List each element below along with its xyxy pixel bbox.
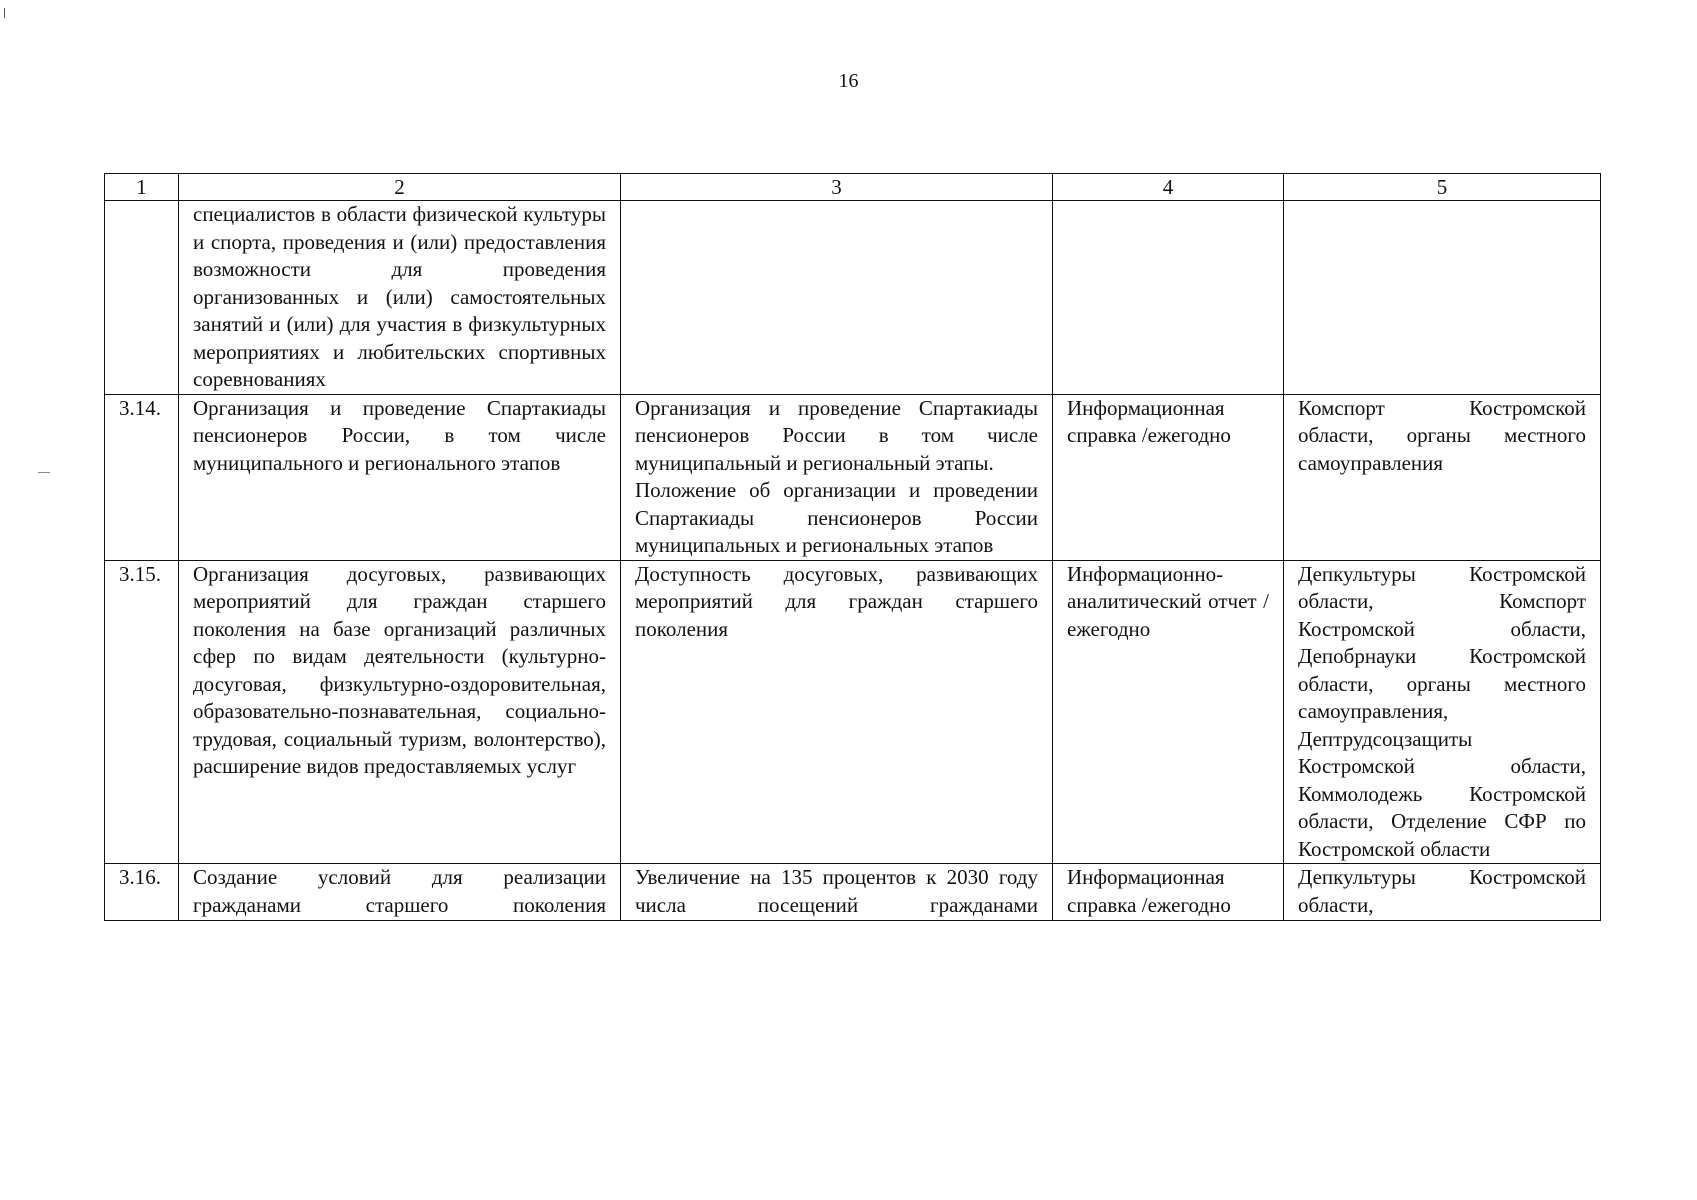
result-text: Увеличение на 135 процентов к 2030 году числа посещений гражданами bbox=[635, 865, 1038, 917]
table-row bbox=[105, 201, 1601, 395]
result-cell bbox=[621, 394, 1053, 560]
measure-cell: Организация и проведение Спартакиады пенсионеров России, в том числе муниципального и регионального этапов bbox=[179, 394, 621, 560]
row-number: 3.14. bbox=[105, 394, 179, 560]
header-col-1: 1 bbox=[105, 174, 179, 201]
table-row bbox=[105, 394, 1601, 560]
document-cell: Информационно-аналитический отчет / ежегодно bbox=[1053, 560, 1284, 864]
header-col-5: 5 bbox=[1284, 174, 1601, 201]
result-paragraph: Положение об организации и проведении Спартакиады пенсионеров России муниципальных и региональных этапов bbox=[635, 478, 1038, 557]
result-cell bbox=[621, 201, 1053, 395]
header-col-3: 3 bbox=[621, 174, 1053, 201]
result-paragraph: Организация и проведение Спартакиады пенсионеров России в том числе муниципальный и региональный этапы. bbox=[635, 395, 1038, 475]
measure-cell: специалистов в области физической культуры и спорта, проведения и (или) предоставления возможности для проведения организованных и (или) самостоятельных занятий и (или) для участия в физкультурных мероприятиях и любительских спортивных соревнованиях bbox=[179, 201, 621, 395]
table-row bbox=[105, 560, 1601, 864]
result-cell bbox=[621, 864, 1053, 921]
result-cell: Доступность досуговых, развивающих мероприятий для граждан старшего поколения bbox=[621, 560, 1053, 864]
table-header-row bbox=[105, 174, 1601, 201]
row-number bbox=[105, 201, 179, 395]
table-row bbox=[105, 864, 1601, 921]
header-col-2: 2 bbox=[179, 174, 621, 201]
executors-text: Депкультуры Костромской области, bbox=[1298, 865, 1586, 917]
document-cell: Информационная справка /ежегодно bbox=[1053, 394, 1284, 560]
measures-table bbox=[104, 173, 1601, 921]
measure-text: Создание условий для реализации гражданами старшего поколения bbox=[193, 865, 606, 917]
row-number: 3.15. bbox=[105, 560, 179, 864]
document-cell bbox=[1053, 864, 1284, 921]
scan-artifact-dash bbox=[38, 472, 50, 473]
executors-cell: Депкультуры Костромской области, Комспорт Костромской области, Депобрнауки Костромской области, органы местного самоуправления, Дептрудсоцзащиты Костромской области, Коммолодежь Костромской области, Отделение СФР по Костромской области bbox=[1284, 560, 1601, 864]
header-col-4: 4 bbox=[1053, 174, 1284, 201]
executors-cell bbox=[1284, 864, 1601, 921]
executors-cell: Комспорт Костромской области, органы местного самоуправления bbox=[1284, 394, 1601, 560]
measure-cell: Организация досуговых, развивающих мероприятий для граждан старшего поколения на базе организаций различных сфер по видам деятельности (культурно-досуговая, физкультурно-оздоровительная, образовательно-познавательная, социально-трудовая, социальный туризм, волонтерство), расширение видов предоставляемых услуг bbox=[179, 560, 621, 864]
document-cell bbox=[1053, 201, 1284, 395]
document-text: Информационная справка /ежегодно bbox=[1067, 865, 1231, 917]
scan-artifact-mark bbox=[4, 8, 5, 18]
executors-cell bbox=[1284, 201, 1601, 395]
measure-cell bbox=[179, 864, 621, 921]
row-number: 3.16. bbox=[105, 864, 179, 921]
page-number: 16 bbox=[838, 70, 859, 92]
